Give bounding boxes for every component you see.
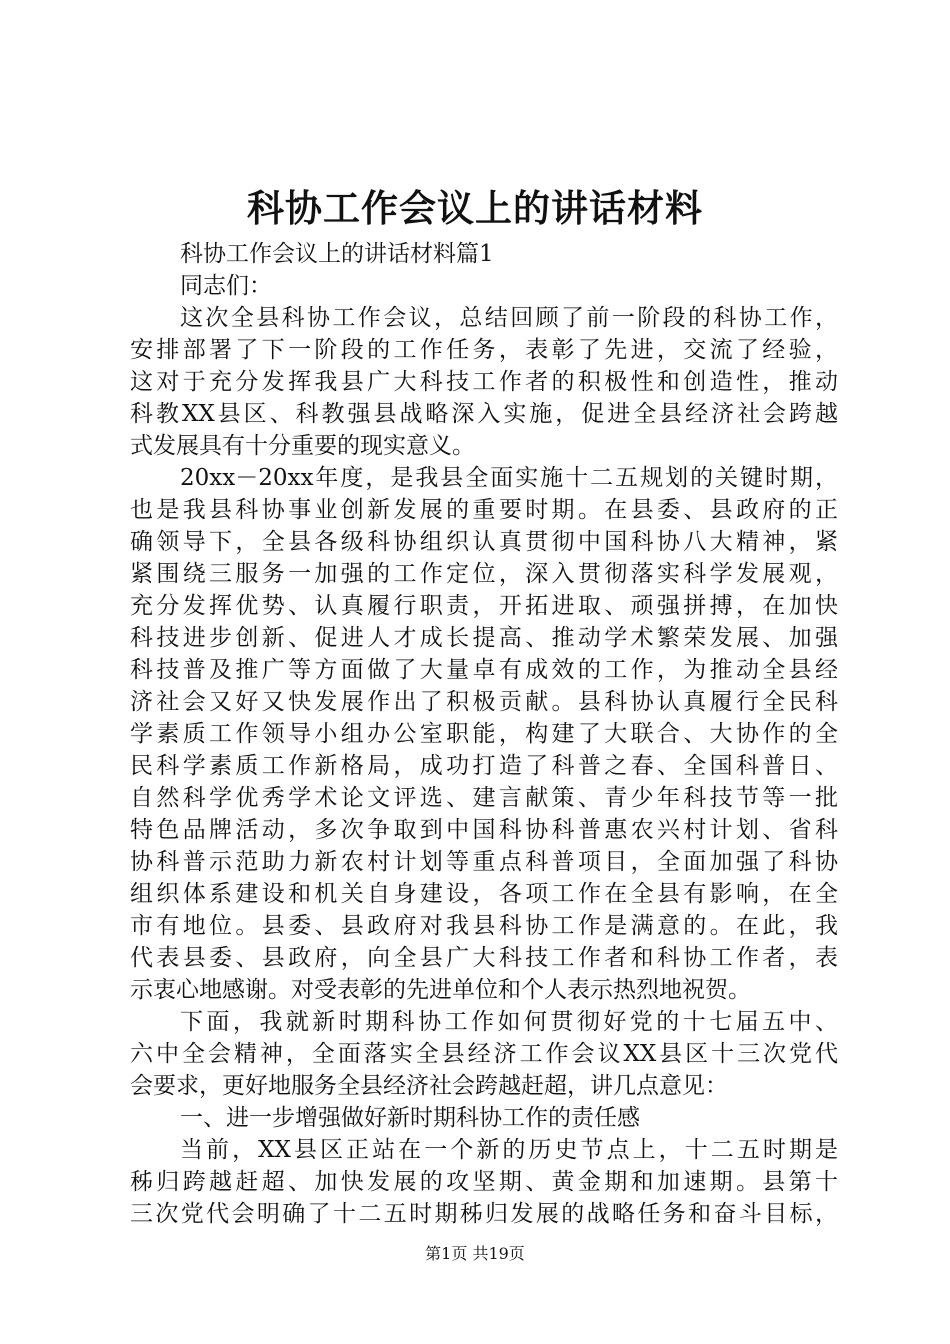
text-line: 20xx－20xx年度，是我县全面实施十二五规划的关键时期， [180, 465, 838, 491]
text-line: 民科学素质工作新格局，成功打造了科普之春、全国科普日、 [130, 753, 838, 779]
paragraph-lines [130, 302, 838, 1230]
text-line: 充分发挥优势、认真履行职责，开拓进取、顽强拼搏，在加快 [130, 593, 838, 619]
text-line: 组织体系建设和机关自身建设，各项工作在全县有影响，在全 [130, 881, 838, 907]
text-line: 代表县委、县政府，向全县广大科技工作者和科协工作者，表 [130, 945, 838, 971]
salutation: 同志们： [180, 273, 272, 299]
text-line: 也是我县科协事业创新发展的重要时期。在县委、县政府的正 [130, 497, 838, 523]
document-body [130, 238, 838, 1230]
text-line: 协科普示范助力新农村计划等重点科普项目，全面加强了科协 [130, 849, 838, 875]
text-line: 紧围绕三服务一加强的工作定位，深入贯彻落实科学发展观， [130, 561, 838, 587]
text-line: 当前，XX县区正站在一个新的历史节点上，十二五时期是 [180, 1137, 838, 1163]
text-line: 这次全县科协工作会议，总结回顾了前一阶段的科协工作， [180, 305, 838, 331]
text-line: 示衷心地感谢。对受表彰的先进单位和个人表示热烈地祝贺。 [130, 977, 751, 1003]
text-line: 济社会又好又快发展作出了积极贡献。县科协认真履行全民科 [130, 689, 838, 715]
document-subtitle: 科协工作会议上的讲话材料篇1 [180, 241, 494, 267]
text-line: 学素质工作领导小组办公室职能，构建了大联合、大协作的全 [130, 721, 838, 747]
text-line: 自然科学优秀学术论文评选、建言献策、青少年科技节等一批 [130, 785, 838, 811]
text-line: 安排部署了下一阶段的工作任务，表彰了先进，交流了经验， [130, 337, 838, 363]
text-line: 科技普及推广等方面做了大量卓有成效的工作，为推动全县经 [130, 657, 838, 683]
text-line: 秭归跨越赶超、加快发展的攻坚期、黄金期和加速期。县第十 [130, 1169, 838, 1195]
text-line: 市有地位。县委、县政府对我县科协工作是满意的。在此，我 [130, 913, 838, 939]
text-line: 这对于充分发挥我县广大科技工作者的积极性和创造性，推动 [130, 369, 838, 395]
text-line: 会要求，更好地服务全县经济社会跨越赶超，讲几点意见： [130, 1073, 728, 1099]
text-line: 确领导下，全县各级科协组织认真贯彻中国科协八大精神，紧 [130, 529, 838, 555]
page-footer: 第1页 共19页 [425, 1244, 525, 1263]
text-line: 科技进步创新、促进人才成长提高、推动学术繁荣发展、加强 [130, 625, 838, 651]
page-title: 科协工作会议上的讲话材料 [247, 186, 703, 230]
text-line: 特色品牌活动，多次争取到中国科协科普惠农兴村计划、省科 [130, 817, 838, 843]
text-line: 式发展具有十分重要的现实意义。 [130, 433, 475, 459]
text-line: 科教XX县区、科教强县战略深入实施，促进全县经济社会跨越 [130, 401, 838, 427]
text-line: 下面，我就新时期科协工作如何贯彻好党的十七届五中、 [180, 1009, 838, 1035]
text-line: 六中全会精神，全面落实全县经济工作会议XX县区十三次党代 [130, 1041, 838, 1067]
text-line: 三次党代会明确了十二五时期秭归发展的战略任务和奋斗目标， [130, 1201, 838, 1227]
text-line: 一、进一步增强做好新时期科协工作的责任感 [180, 1105, 640, 1131]
